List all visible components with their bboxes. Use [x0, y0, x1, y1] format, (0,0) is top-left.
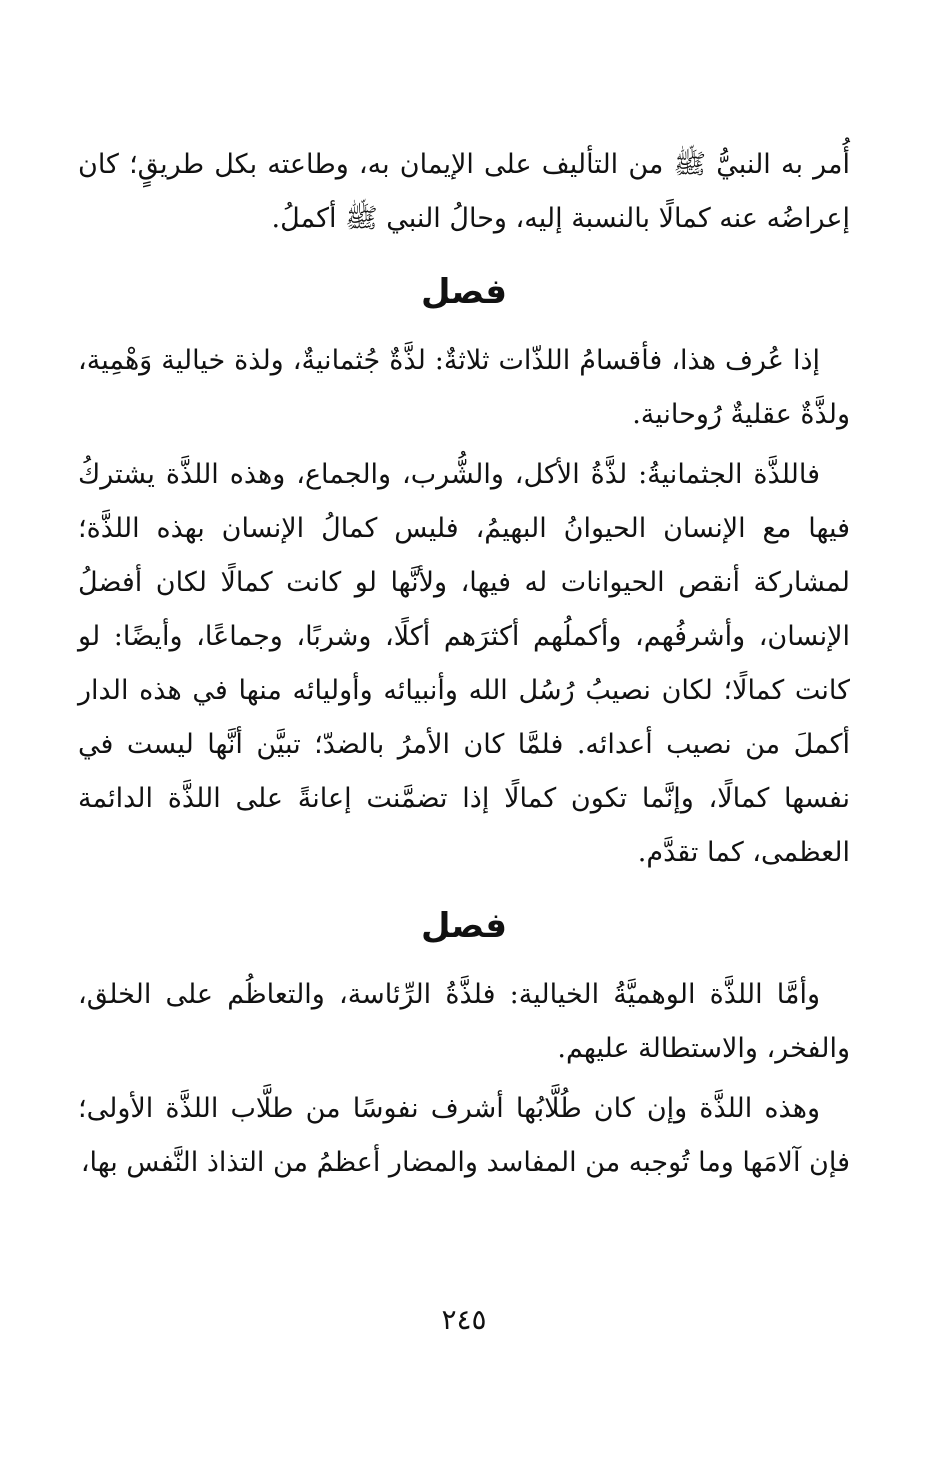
paragraph-imaginary-pleasure-cont: وهذه اللذَّة وإن كان طُلَّابُها أشرف نفوسًا من طلَّاب اللذَّة الأولى؛ فإن آلامَها وما تُوجبه من المفاسد والمضار أعظمُ من التذاذ النَّفس بها، — [78, 1093, 850, 1178]
paragraph-continuation: أُمر به النبيُّ ﷺ من التأليف على الإيمان به، وطاعته بكل طريقٍ؛ كان إعراضُه عنه كمالًا بالنسبة إليه، وحالُ النبي ﷺ أكملُ. — [78, 149, 850, 234]
book-page — [78, 138, 850, 1465]
page-number: ٢٤٥ — [441, 1303, 487, 1336]
paragraph-pleasure-types: إذا عُرف هذا، فأقسامُ اللذّات ثلاثةٌ: لذَّةٌ جُثمانيةٌ، ولذة خيالية وَهْمِية، ولذَّةٌ عقليةٌ رُوحانية. — [78, 345, 850, 430]
paragraph-imaginary-pleasure: وأمَّا اللذَّة الوهميَّةُ الخيالية: فلذَّةُ الرِّئاسة، والتعاظُم على الخلق، والفخر، والاستطالة عليهم. — [78, 979, 850, 1064]
paragraph-bodily-pleasure: فاللذَّة الجثمانيةُ: لذَّةُ الأكل، والشُّرب، والجماع، وهذه اللذَّة يشتركُ فيها مع الإنسان الحيوانُ البهيمُ، فليس كمالُ الإنسان بهذه اللذَّة؛ لمشاركة أنقص الحيوانات له فيها، ولأنَّها لو كانت كمالًا لكان أفضلُ الإنسان، وأشرفُهم، وأكملُهم أكثرَهم أكلًا، وشربًا، وجماعًا، وأيضًا: لو كانت كمالًا؛ لكان نصيبُ رُسُل الله وأنبيائه وأوليائه منها في هذه الدار أكملَ من نصيب أعدائه. فلمَّا كان الأمرُ بالضدّ؛ تبيَّن أنَّها ليست في نفسها كمالًا، وإنَّما تكون كمالًا إذا تضمَّنت إعانةً على اللذَّة الدائمة العظمى، كما تقدَّم. — [78, 459, 850, 868]
section-heading-2: فصل — [420, 906, 508, 946]
section-heading-1: فصل — [420, 272, 508, 312]
